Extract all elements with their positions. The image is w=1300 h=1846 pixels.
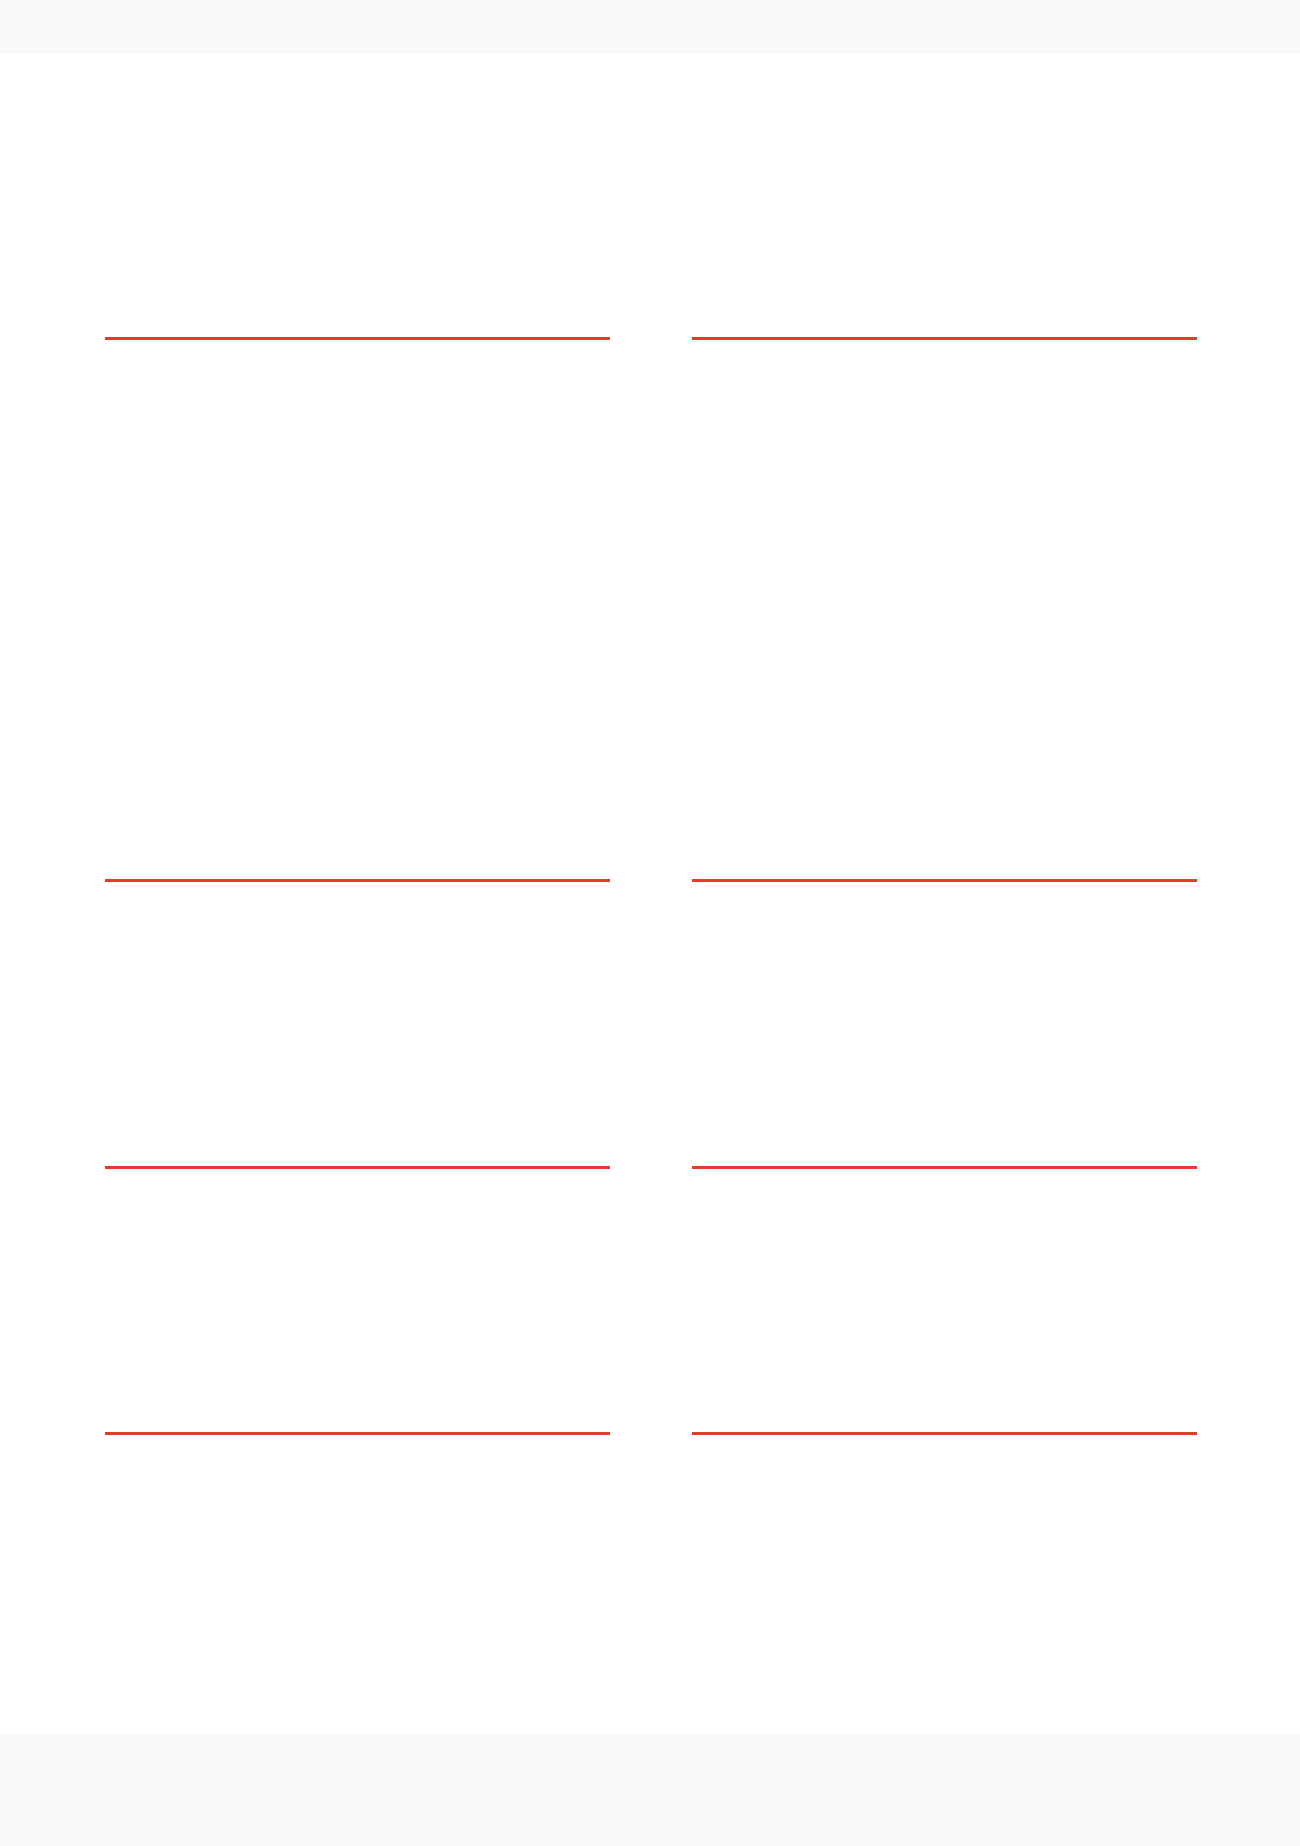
section-rule [105, 879, 610, 882]
section-rule [105, 337, 610, 340]
section-rule [692, 337, 1197, 340]
section-rule [692, 1432, 1197, 1435]
section-maggie [105, 1428, 610, 1477]
section-rolls-non-veg [692, 333, 1197, 364]
bottom-checker-border [0, 1734, 1300, 1846]
section-rule [105, 1432, 610, 1435]
section-rule [105, 1166, 610, 1169]
section-rolls-veg [105, 333, 610, 364]
section-bobos-meal [105, 875, 610, 916]
section-american-fries [105, 1162, 610, 1205]
section-rule [692, 1166, 1197, 1169]
twister-list [692, 1183, 1197, 1199]
top-checker-border [0, 0, 1300, 54]
section-dips [692, 1428, 1197, 1465]
section-aloo-twister [692, 1162, 1197, 1199]
section-hot-dogs [692, 875, 1197, 912]
brand-logo [0, 60, 1300, 310]
section-rule [692, 879, 1197, 882]
